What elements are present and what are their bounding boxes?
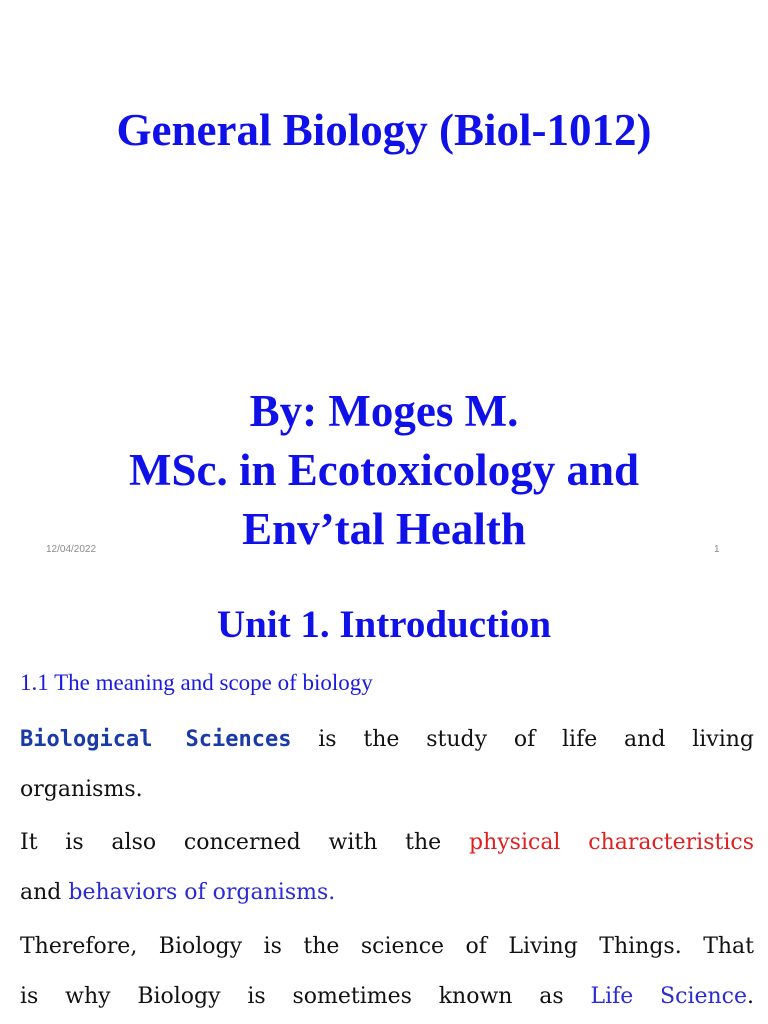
paragraph-line	[20, 818, 754, 868]
text-span: is why Biology is sometimes known as	[20, 984, 591, 1009]
slide-date: 12/04/2022	[46, 544, 97, 555]
highlight-term-red: physical characteristics	[468, 830, 754, 855]
paragraph-concern	[20, 818, 754, 918]
paragraph-line	[20, 972, 754, 1022]
text-span: is the study of life and living	[291, 727, 754, 752]
content-slide	[0, 575, 768, 1024]
author-degree: MSc. in Ecotoxicology and	[128, 445, 639, 495]
subsection-heading: 1.1 The meaning and scope of biology	[20, 670, 373, 695]
highlight-term-blue: Life Science	[590, 984, 748, 1009]
paragraph-line	[20, 880, 335, 905]
text-span: It is also concerned with the	[20, 830, 469, 855]
paragraph-definition	[20, 715, 754, 815]
author-block	[0, 382, 768, 559]
slide-title: General Biology (Biol-1012)	[116, 105, 652, 155]
unit-heading: Unit 1. Introduction	[216, 603, 552, 646]
paragraph-conclusion	[20, 922, 754, 1022]
text-span: .	[747, 984, 755, 1009]
highlight-term-blue: behaviors of organisms.	[68, 880, 336, 905]
paragraph-line	[20, 715, 754, 765]
paragraph-line: organisms.	[20, 777, 143, 802]
author-degree-continued: Env’tal Health	[242, 504, 526, 554]
text-span: and	[20, 880, 69, 905]
slide-number: 1	[714, 544, 720, 555]
key-term: Biological Sciences	[20, 727, 292, 752]
paragraph-line: Therefore, Biology is the science of Living Things. That	[20, 934, 754, 959]
author-name: By: Moges M.	[249, 386, 519, 436]
